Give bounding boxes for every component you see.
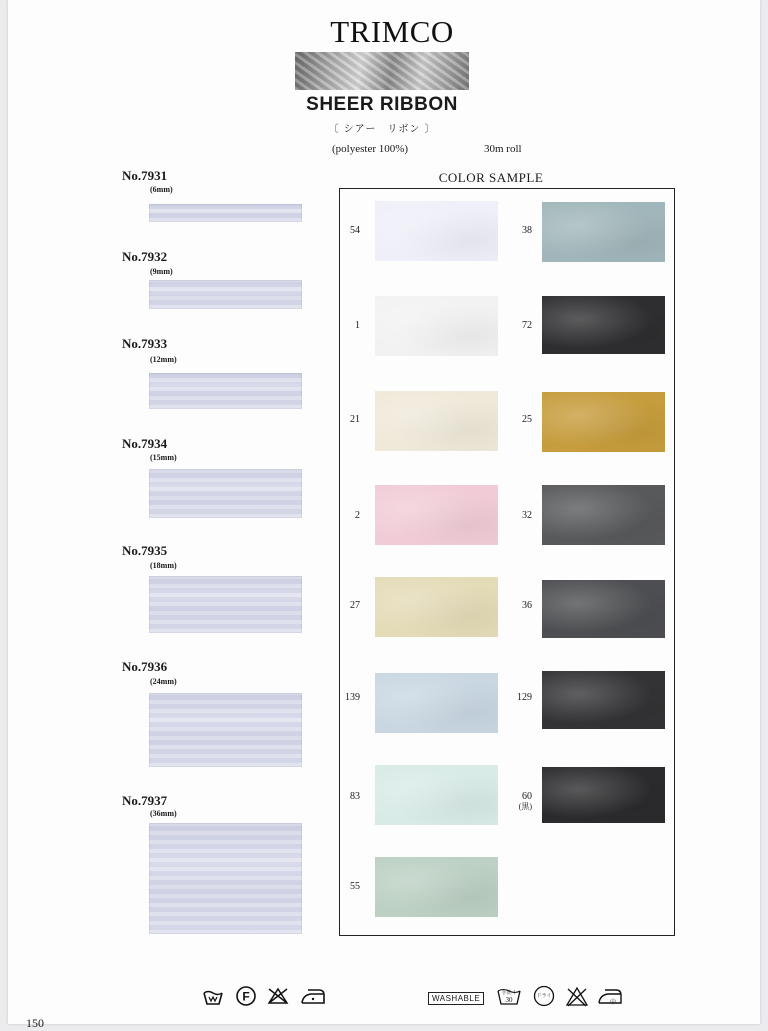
product-title-japanese: 〔 シアー リボン 〕 xyxy=(328,124,436,135)
ribbon-number: No.7932 xyxy=(122,249,168,264)
dry-clean-f-icon xyxy=(235,985,257,1007)
iron-temp: 中 xyxy=(610,999,617,1006)
washable-label: WASHABLE xyxy=(428,992,484,1005)
swatch-code: 139 xyxy=(345,692,360,703)
brand-banner-image xyxy=(295,52,469,90)
no-bleach-icon xyxy=(564,985,590,1007)
ribbon-width: (6mm) xyxy=(150,185,173,194)
color-swatch xyxy=(375,765,498,825)
swatch-code: 25 xyxy=(522,414,532,425)
color-swatch xyxy=(375,485,498,545)
color-swatch xyxy=(375,577,498,637)
ribbon-width: (9mm) xyxy=(150,267,173,276)
ribbon-sample xyxy=(149,280,302,309)
wash-temp: 30 xyxy=(505,996,513,1004)
brand-logo: TRIMCO xyxy=(330,14,454,49)
ribbon-number: No.7937 xyxy=(122,793,168,808)
swatch-code: 1 xyxy=(355,320,360,331)
ribbon-number: No.7934 xyxy=(122,436,168,451)
color-sample-title: COLOR SAMPLE xyxy=(438,170,544,185)
swatch-code: 72 xyxy=(522,320,532,331)
ribbon-width: (24mm) xyxy=(150,677,177,686)
swatch-code: 129 xyxy=(517,692,532,703)
swatch-code: 83 xyxy=(350,791,360,802)
ribbon-width: (15mm) xyxy=(150,453,177,462)
color-swatch xyxy=(375,391,498,451)
swatch-code: 2 xyxy=(355,510,360,521)
catalog-page xyxy=(8,0,760,1024)
color-swatch xyxy=(542,485,665,545)
swatch-code: 27 xyxy=(350,600,360,611)
color-swatch xyxy=(542,767,665,823)
color-swatch xyxy=(375,857,498,917)
swatch-code: 60 xyxy=(522,791,532,802)
ribbon-width: (36mm) xyxy=(150,809,177,818)
hand-wash-icon xyxy=(202,985,224,1007)
product-title: SHEER RIBBON xyxy=(306,94,458,115)
ribbon-sample xyxy=(149,204,302,222)
color-swatch xyxy=(542,202,665,262)
color-swatch xyxy=(542,580,665,638)
swatch-code: 54 xyxy=(350,225,360,236)
ribbon-width: (12mm) xyxy=(150,355,177,364)
wash-note: 手洗イ xyxy=(501,990,517,996)
color-swatch xyxy=(375,296,498,356)
ribbon-number: No.7933 xyxy=(122,336,168,351)
iron-icon xyxy=(299,985,327,1007)
swatch-code: 55 xyxy=(350,881,360,892)
swatch-code: 36 xyxy=(522,600,532,611)
ribbon-sample xyxy=(149,693,302,767)
color-swatch xyxy=(542,392,665,452)
swatch-code: 21 xyxy=(350,414,360,425)
ribbon-sample xyxy=(149,469,302,518)
no-tumble-dry-icon xyxy=(266,985,290,1007)
color-swatch xyxy=(542,671,665,729)
ribbon-width: (18mm) xyxy=(150,561,177,570)
ribbon-sample xyxy=(149,823,302,934)
color-swatch xyxy=(375,673,498,733)
material-info: (polyester 100%) xyxy=(332,143,409,155)
svg-text:F: F xyxy=(242,989,250,1004)
ribbon-number: No.7931 xyxy=(122,168,168,183)
ribbon-number: No.7936 xyxy=(122,659,168,674)
dry-note: ドライ xyxy=(536,993,552,999)
ribbon-sample xyxy=(149,373,302,409)
color-swatch xyxy=(375,201,498,261)
swatch-code: 38 xyxy=(522,225,532,236)
swatch-code-note: (黒) xyxy=(518,802,532,811)
swatch-code: 32 xyxy=(522,510,532,521)
color-swatch xyxy=(542,296,665,354)
ribbon-number: No.7935 xyxy=(122,543,168,558)
page-number: 150 xyxy=(26,1016,44,1030)
roll-length-info: 30m roll xyxy=(484,143,522,155)
ribbon-sample xyxy=(149,576,302,633)
